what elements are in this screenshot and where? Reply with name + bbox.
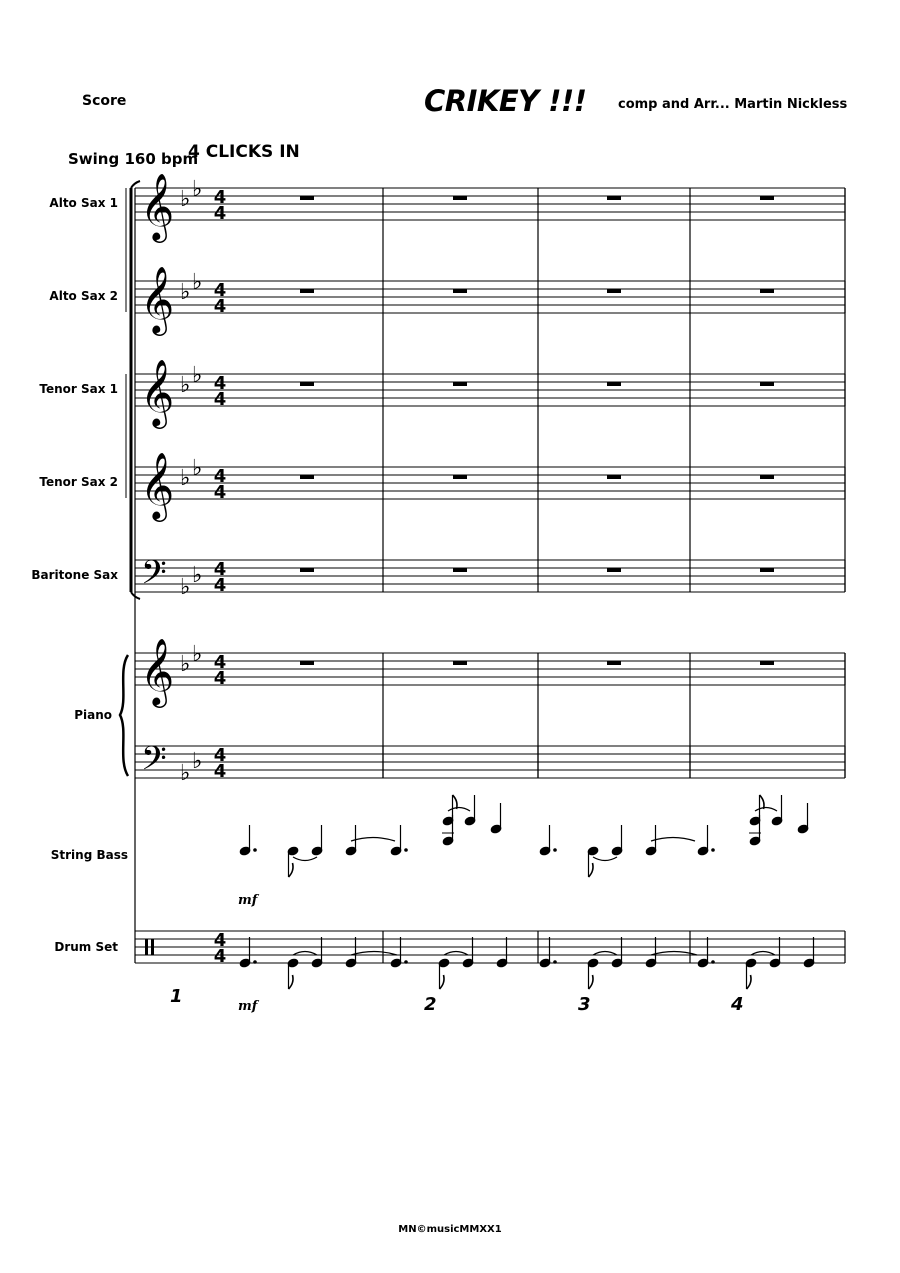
augmentation-dot	[553, 848, 557, 852]
score-label: Score	[82, 93, 127, 109]
note-flag	[589, 863, 594, 877]
time-signature-top: 4	[213, 280, 227, 301]
note-flag	[453, 795, 458, 809]
augmentation-dot	[711, 960, 715, 964]
staff-6	[135, 637, 845, 708]
time-signature-top: 4	[213, 559, 227, 580]
time-signature-bottom: 4	[213, 203, 227, 224]
flat-icon: ♭	[192, 749, 203, 774]
staff-5	[135, 554, 845, 600]
time-signature-bottom: 4	[213, 668, 227, 689]
dynamic-drums: mf	[238, 999, 258, 1014]
note-flag	[747, 975, 752, 989]
whole-rest-icon	[300, 196, 314, 200]
whole-rest-icon	[453, 289, 467, 293]
whole-rest-icon	[607, 661, 621, 665]
time-signature-bottom: 4	[213, 946, 227, 967]
staff-1	[135, 172, 845, 243]
flat-icon: ♭	[192, 363, 203, 388]
whole-rest-icon	[453, 196, 467, 200]
flat-icon: ♭	[180, 187, 191, 212]
whole-rest-icon	[607, 568, 621, 572]
whole-rest-icon	[300, 289, 314, 293]
augmentation-dot	[404, 848, 408, 852]
instrument-label-baritone-sax: Baritone Sax	[31, 568, 118, 582]
note-flag	[289, 975, 294, 989]
time-signature-top: 4	[213, 187, 227, 208]
time-signature-top: 4	[213, 745, 227, 766]
note-flag	[289, 863, 294, 877]
whole-rest-icon	[607, 196, 621, 200]
flat-icon: ♭	[192, 177, 203, 202]
staff-4	[135, 451, 845, 522]
bass-clef-icon: 𝄢	[141, 554, 167, 600]
time-signature-top: 4	[213, 466, 227, 487]
treble-clef-icon: 𝄞	[140, 172, 175, 240]
time-signature-bottom: 4	[213, 296, 227, 317]
flat-icon: ♭	[180, 575, 191, 600]
flat-icon: ♭	[192, 456, 203, 481]
staff-3	[135, 358, 845, 429]
whole-rest-icon	[760, 382, 774, 386]
whole-rest-icon	[760, 289, 774, 293]
tempo-marking: Swing 160 bpm	[68, 150, 199, 168]
tie-arc	[293, 857, 317, 861]
instrument-label-drum-set: Drum Set	[54, 940, 118, 954]
tie-arc	[448, 808, 470, 812]
whole-rest-icon	[300, 382, 314, 386]
whole-rest-icon	[760, 661, 774, 665]
flat-icon: ♭	[180, 761, 191, 786]
instrument-label-alto-sax-1: Alto Sax 1	[49, 196, 118, 210]
tie-arc	[351, 838, 395, 842]
percussion-clef-icon	[151, 939, 154, 955]
measure-number-3: 3	[578, 994, 591, 1015]
treble-clef-icon: 𝄞	[140, 451, 175, 519]
bass-clef-icon: 𝄢	[141, 740, 167, 786]
whole-rest-icon	[607, 289, 621, 293]
time-signature-bottom: 4	[213, 761, 227, 782]
staff-2	[135, 265, 845, 336]
dynamic-bass: mf	[238, 893, 258, 908]
whole-rest-icon	[607, 475, 621, 479]
tie-arc	[293, 952, 317, 956]
tie-arc	[351, 952, 397, 956]
measure-number-1: 1	[170, 986, 183, 1007]
instrument-label-tenor-sax-2: Tenor Sax 2	[39, 475, 118, 489]
copyright-footer: MN©musicMMXX1	[398, 1224, 502, 1235]
flat-icon: ♭	[192, 563, 203, 588]
time-signature-bottom: 4	[213, 389, 227, 410]
whole-rest-icon	[607, 382, 621, 386]
flat-icon: ♭	[192, 270, 203, 295]
whole-rest-icon	[760, 196, 774, 200]
augmentation-dot	[404, 960, 408, 964]
measure-number-4: 4	[731, 994, 744, 1015]
tie-arc	[751, 952, 775, 956]
page-title: CRIKEY !!!	[424, 84, 587, 118]
string-bass-notes	[239, 795, 809, 877]
time-signature-bottom: 4	[213, 575, 227, 596]
tie-arc	[755, 808, 777, 812]
whole-rest-icon	[453, 475, 467, 479]
treble-clef-icon: 𝄞	[140, 265, 175, 333]
time-signature-top: 4	[213, 373, 227, 394]
bracket-hook	[131, 181, 140, 188]
composer-credit: comp and Arr... Martin Nickless	[618, 97, 848, 112]
staff-7	[135, 740, 845, 786]
treble-clef-icon: 𝄞	[140, 637, 175, 705]
time-signature-top: 4	[213, 930, 227, 951]
note-flag	[440, 975, 445, 989]
whole-rest-icon	[300, 568, 314, 572]
flat-icon: ♭	[180, 466, 191, 491]
click-instruction: 4 CLICKS IN	[188, 142, 300, 162]
flat-icon: ♭	[180, 652, 191, 677]
whole-rest-icon	[453, 661, 467, 665]
tie-arc	[651, 838, 695, 842]
note-flag	[589, 975, 594, 989]
measure-number-2: 2	[424, 994, 437, 1015]
note-flag	[760, 795, 765, 809]
tie-arc	[593, 857, 617, 861]
flat-icon: ♭	[180, 280, 191, 305]
whole-rest-icon	[760, 568, 774, 572]
tie-arc	[593, 952, 617, 956]
whole-rest-icon	[453, 568, 467, 572]
instrument-label-piano: Piano	[74, 708, 112, 722]
whole-rest-icon	[300, 475, 314, 479]
flat-icon: ♭	[192, 642, 203, 667]
instrument-label-tenor-sax-1: Tenor Sax 1	[39, 382, 118, 396]
augmentation-dot	[553, 960, 557, 964]
augmentation-dot	[253, 960, 257, 964]
augmentation-dot	[711, 848, 715, 852]
time-signature-bottom: 4	[213, 482, 227, 503]
treble-clef-icon: 𝄞	[140, 358, 175, 426]
percussion-clef-icon	[145, 939, 148, 955]
instrument-label-alto-sax-2: Alto Sax 2	[49, 289, 118, 303]
time-signature-top: 4	[213, 652, 227, 673]
whole-rest-icon	[453, 382, 467, 386]
whole-rest-icon	[300, 661, 314, 665]
piano-brace	[120, 655, 128, 776]
tie-arc	[444, 952, 468, 956]
flat-icon: ♭	[180, 373, 191, 398]
instrument-label-string-bass: String Bass	[50, 848, 128, 862]
augmentation-dot	[253, 848, 257, 852]
staves	[120, 172, 845, 967]
whole-rest-icon	[760, 475, 774, 479]
